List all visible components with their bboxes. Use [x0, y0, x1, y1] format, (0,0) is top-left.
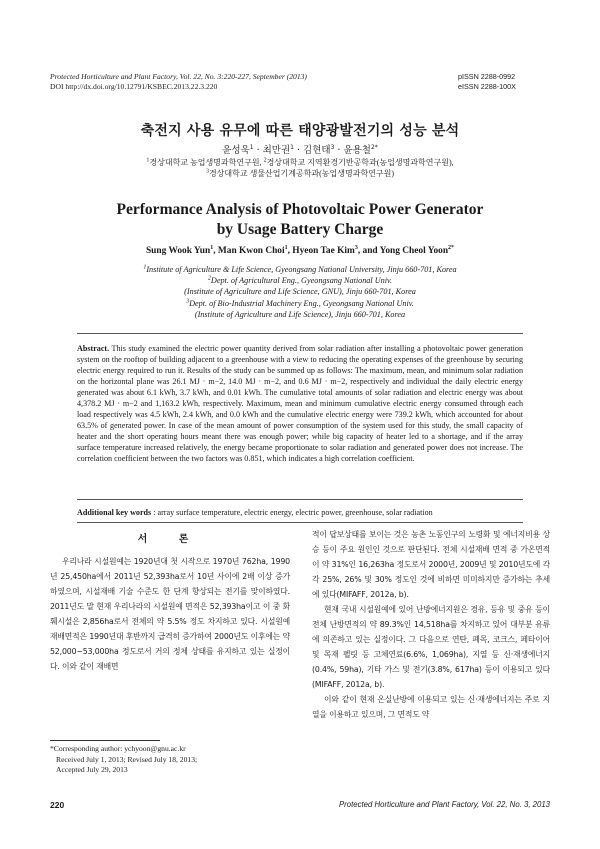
intro-paragraph: 우리나라 시설원예는 1920년대 첫 시작으로 1970년 762ha, 1990년 25,450ha에서 2011년 52,393ha로서 10년 사이에 2배 이상 증가하였으며, 시설재배 기술 수준도 한 단계 향상되는 전기를 맞이하였다. 2011년도 말 현재 우리나라의 시설원예 면적은 52,393ha이고 이 중 화훼시설은 2,856ha로서 전체의 약 5.5% 정도 차지하고 있다. 시설원예 재배면적은 1990년대 후반까지 급격히 증가하여 2000년도 이후에는 약 52,000~53,000ha 정도로서 거의 정체 상태를 유지하고 있는 실정이다. 이와 같이 재배면	[50, 557, 290, 671]
body-left-column	[50, 554, 290, 674]
intro-paragraph: 이와 같이 현재 온실난방에 이용되고 있는 신·재생에너지는 주로 지열을 이용하고 있으며, 그 면적도 약	[312, 695, 550, 719]
keywords-bottom-rule	[77, 522, 523, 523]
journal-citation: Protected Horticulture and Plant Factory, Vol. 22, No. 3:220-227, September (2013)	[50, 72, 307, 81]
journal-header	[50, 72, 307, 92]
body-right-column	[312, 527, 550, 722]
eissn: eISSN 2288-100X	[458, 82, 516, 91]
korean-title: 축전지 사용 유무에 따른 태양광발전기의 성능 분석	[140, 123, 460, 139]
keywords-text: : array surface temperature, electric energy, electric power, greenhouse, solar radiation	[151, 508, 433, 517]
keywords-label: Additional key words	[77, 508, 152, 517]
abstract-top-rule	[77, 333, 523, 334]
received-dates: Received July 1, 2013; Revised July 18, 2013;	[56, 754, 198, 764]
korean-author: 최만권$^1$	[262, 143, 294, 156]
doi-line: DOI http://dx.doi.org/10.12791/KSBEC.2013.22.3.220	[50, 82, 218, 91]
english-title: Performance Analysis of Photovoltaic Power Generator by Usage Battery Charge	[116, 201, 484, 238]
keywords	[77, 507, 523, 518]
corresponding-author: *Corresponding author: ychyoon@gnu.ac.kr	[50, 744, 186, 753]
english-authors: Sung Wook Yun$^1$, Man Kwon Choi$^1$, Hyeon Tae Kim$^3$, and Yong Cheol Yoon$^{2*}$	[145, 244, 455, 256]
page-number: 220	[50, 800, 65, 810]
korean-authors: 윤성욱$^1$ · 최만권$^1$ · 김현태$^3$ · 윤용철$^{2*}$	[222, 143, 378, 156]
english-affiliations: $^1$Institute of Agriculture & Life Science, Gyeongsang National University, Jinju 660-701, Korea $^2$Dept. of Agricultural Eng., Gyeongsang National Univ. (Institute of Agriculture and Life Science, GNU), Jinju 660-701, Korea $^3$Dept. of Bio-Industrial Machinery Eng., Gyeongsang National Univ. (Institute of Agriculture and Life Science), Jinju 660-701, Korea	[143, 264, 457, 319]
abstract-bottom-rule	[77, 499, 523, 500]
korean-author: 김현태$^3$	[303, 143, 335, 156]
abstract	[77, 343, 523, 464]
footnote-rule	[50, 740, 160, 741]
pissn: pISSN 2288-0992	[458, 72, 516, 81]
intro-paragraph: 적이 답보상태를 보이는 것은 농촌 노동인구의 노령화 및 에너지비용 상승 등이 주요 원인인 것으로 판단된다. 전체 시설재배 면적 중 가온면적이 약 31%인 16,263ha 정도로서 2000년, 2009년 및 2010년도에 각각 25%, 26% 및 30% 정도인 것에 비하면 미미하지만 증가하는 추세에 있다(MIFAFF, 2012a, b).	[312, 530, 550, 599]
accepted-date: Accepted July 29, 2013	[56, 765, 128, 774]
korean-affiliations: $^1$경상대학교 농업생명과학연구원, $^2$경상대학교 지역환경기반공학과(농업생명과학연구원), $^3$경상대학교 생물산업기계공학과(농업생명과학연구원)	[146, 157, 454, 178]
footer-journal: Protected Horticulture and Plant Factory, Vol. 22, No. 3, 2013	[338, 800, 550, 809]
issn-block	[458, 72, 516, 92]
intro-paragraph: 현재 국내 시설원예에 있어 난방에너지원은 경유, 등유 및 중유 등이 전체 난방면적의 약 89.3%인 14,518ha를 차지하고 있어 대부분 유류에 의존하고 있는 실정이다. 그 다음으로 연탄, 폐목, 코크스, 페타이어 및 목재 펠릿 등 고체연료(6.6%, 1,069ha), 지열 등 신·재생에너지(0.4%, 59ha), 기타 가스 및 전기(3.8%, 617ha) 등이 이용되고 있다(MIFAFF, 2012a, b).	[312, 605, 550, 689]
abstract-text: This study examined the electric power quantity derived from solar radiation after installing a photovoltaic power generation system on the rooftop of building adjacent to a greenhouse with a view to reducing the operating expenses of the greenhouse by securing electric energy required to run it. Results of the study can be summed up as follows: The maximum, mean, and minimum solar radiation on the horizontal plane was 26.1 MJ · m−2, 14.0 MJ · m−2, and 0.6 MJ · m−2, respectively and individual the daily electric energy generated was about 6.1 kWh, 3.7 kWh, and 0.01 kWh. The cumulative total amounts of solar radiation and electric energy was about 4,378.2 MJ · m−2 and 1,163.2 kWh, respectively. Maximum, mean and minimum cumulative electric energy consumed through each load respectively was 4.5 kWh, 2.4 kWh, and 0.0 kWh and the cumulative electric energy were 739.2 kWh, which accounted for about 63.5% of generated power. In case of the mean amount of power consumption of the system used for this study, the small capacity of heater and the short operating hours meant there was enough power; while big capacity of heater led to a shortage, and if the array surface temperature increased relatively, the energy became proportionate to solar radiation and generated power does not increase. The correlation coefficient between the two factors was 0.851, which indicates a high correlation coefficient.	[77, 344, 523, 463]
section-heading-introduction: 서 론	[137, 534, 203, 545]
footnote	[50, 744, 197, 776]
korean-author: 윤용철$^{2*}$	[343, 143, 378, 156]
korean-author: 윤성욱$^1$	[222, 143, 254, 156]
abstract-label: Abstract.	[77, 344, 110, 353]
